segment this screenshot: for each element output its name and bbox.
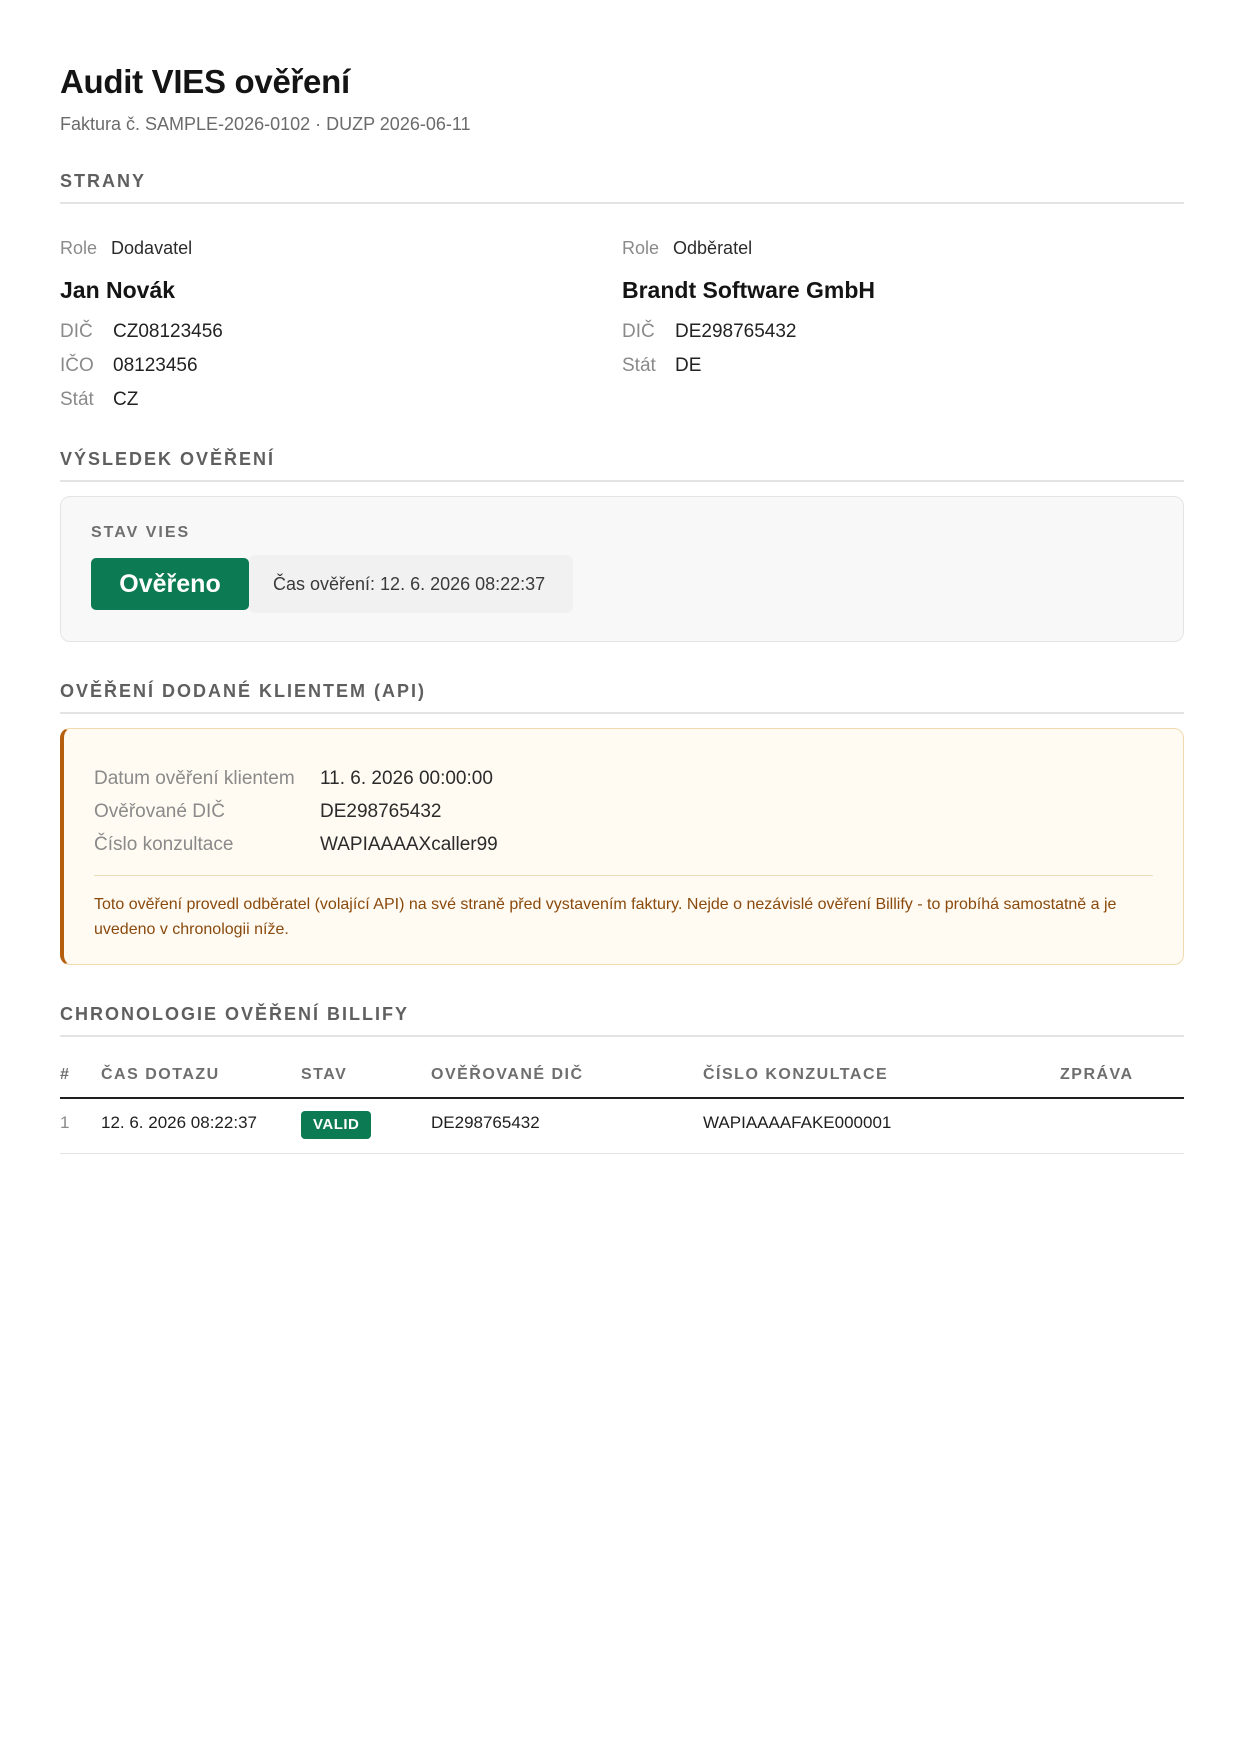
field-label: Datum ověření klientem — [94, 768, 295, 789]
field-label: Ověřované DIČ — [94, 801, 225, 822]
customer-role — [622, 236, 1184, 260]
field-value: 08123456 — [113, 355, 198, 376]
page-title: Audit VIES ověření — [60, 63, 350, 100]
field-label: IČO — [60, 355, 94, 376]
section-heading-result: VÝSLEDEK OVĚŘENÍ — [60, 448, 1184, 482]
field-value: DE298765432 — [320, 801, 442, 822]
customer-fields — [622, 320, 1184, 378]
column-header: ČÍSLO KONZULTACE — [703, 1053, 1060, 1098]
field-row — [60, 354, 622, 378]
timeline-table — [60, 1053, 1184, 1154]
field-value: WAPIAAAAXcaller99 — [320, 834, 498, 855]
field-label: DIČ — [60, 321, 93, 342]
status-cell — [301, 1098, 431, 1154]
client-field-row — [94, 767, 1153, 791]
table-header-row — [60, 1053, 1184, 1098]
section-heading-client-check: OVĚŘENÍ DODANÉ KLIENTEM (API) — [60, 680, 1184, 714]
message — [1060, 1098, 1184, 1154]
status-row — [91, 555, 1153, 613]
column-header: ČAS DOTAZU — [101, 1053, 301, 1098]
role-value: Dodavatel — [111, 238, 193, 258]
field-label: Stát — [622, 355, 656, 376]
field-value: CZ — [113, 389, 139, 410]
role-label: Role — [622, 238, 660, 258]
column-header: # — [60, 1053, 101, 1098]
field-row — [60, 320, 622, 344]
query-time: 12. 6. 2026 08:22:37 — [101, 1098, 301, 1154]
supplier-fields — [60, 320, 622, 412]
role-value: Odběratel — [673, 238, 753, 258]
client-check-note: Toto ověření provedl odběratel (volající API) na své straně před vystavením faktury. Nejde o nezávislé ověření Billify - to probíhá samostatně a je uvedeno v chronologii níže. — [94, 875, 1153, 942]
party-customer — [622, 236, 1184, 412]
vies-status-card — [60, 496, 1184, 642]
field-label: DIČ — [622, 321, 655, 342]
row-number: 1 — [60, 1098, 101, 1154]
field-label: Stát — [60, 389, 94, 410]
supplier-role — [60, 236, 622, 260]
audit-page — [60, 62, 1184, 1154]
supplier-name: Jan Novák — [60, 277, 176, 303]
parties-section — [60, 236, 1184, 412]
verification-time: Čas ověření: 12. 6. 2026 08:22:37 — [249, 555, 573, 613]
client-field-row — [94, 800, 1153, 824]
client-field-row — [94, 833, 1153, 857]
invoice-subtitle: Faktura č. SAMPLE-2026-0102 · DUZP 2026-06-11 — [60, 114, 471, 134]
party-supplier — [60, 236, 622, 412]
column-header: OVĚŘOVANÉ DIČ — [431, 1053, 703, 1098]
status-badge: VALID — [301, 1111, 371, 1139]
role-label: Role — [60, 238, 98, 258]
status-badge: Ověřeno — [91, 558, 249, 610]
column-header: STAV — [301, 1053, 431, 1098]
customer-name: Brandt Software GmbH — [622, 277, 876, 303]
field-value: 11. 6. 2026 00:00:00 — [320, 768, 493, 789]
consultation-number: WAPIAAAAFAKE000001 — [703, 1098, 1060, 1154]
field-value: DE — [675, 355, 702, 376]
column-header: ZPRÁVA — [1060, 1053, 1184, 1098]
section-heading-parties: STRANY — [60, 170, 1184, 204]
vat-number: DE298765432 — [431, 1098, 703, 1154]
client-check-card — [60, 728, 1184, 965]
field-value: CZ08123456 — [113, 321, 223, 342]
field-row — [60, 388, 622, 412]
field-row — [622, 320, 1184, 344]
field-label: Číslo konzultace — [94, 834, 234, 855]
table-row — [60, 1098, 1184, 1154]
field-row — [622, 354, 1184, 378]
section-heading-timeline: CHRONOLOGIE OVĚŘENÍ BILLIFY — [60, 1003, 1184, 1037]
status-label: STAV VIES — [91, 524, 191, 541]
field-value: DE298765432 — [675, 321, 797, 342]
